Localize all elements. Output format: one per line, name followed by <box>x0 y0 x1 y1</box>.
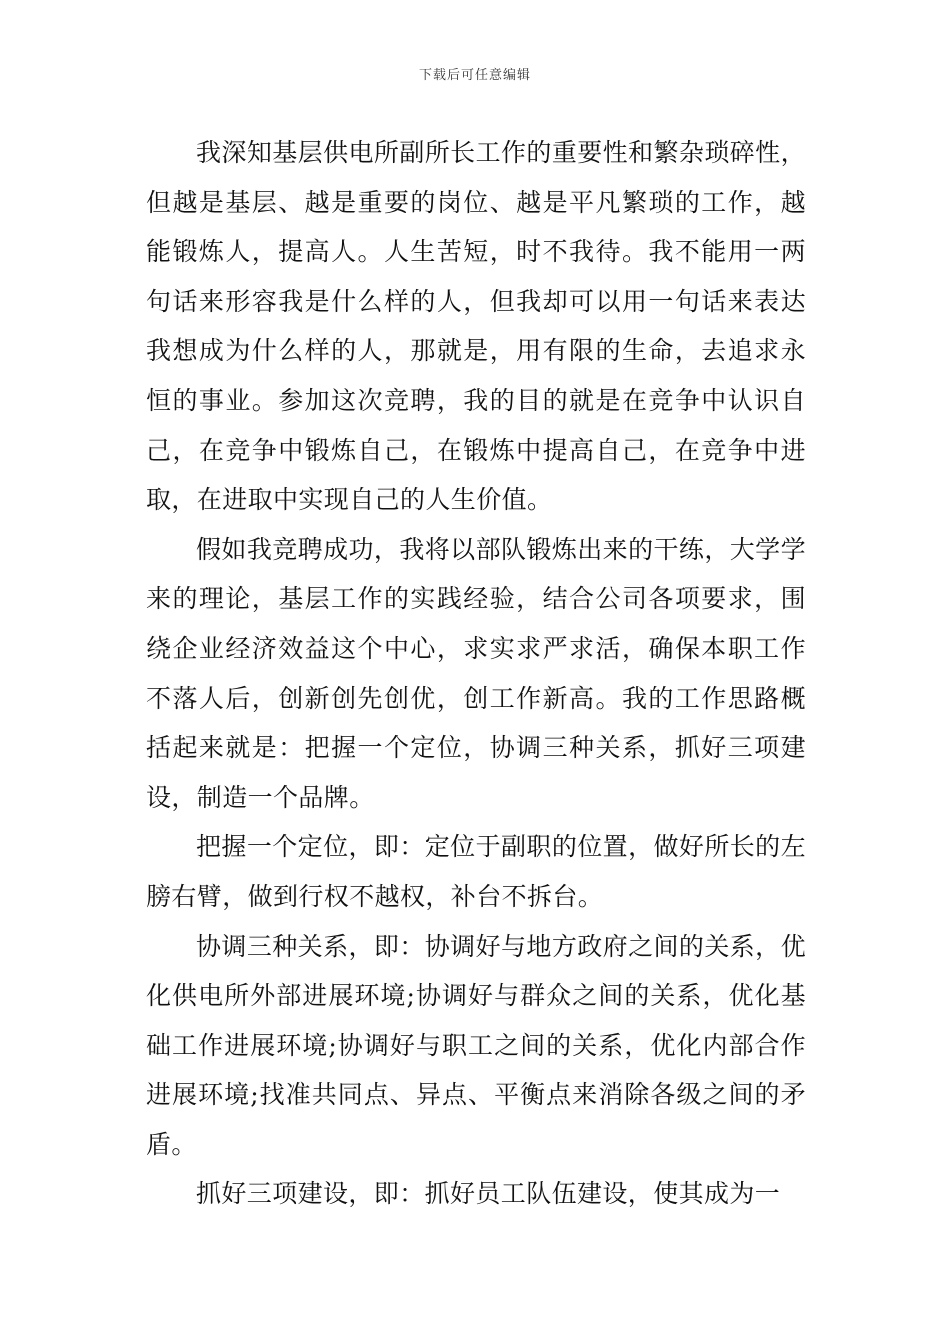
paragraph-5: 抓好三项建设，即：抓好员工队伍建设，使其成为一 <box>196 1179 781 1209</box>
paragraph-3: 把握一个定位，即：定位于副职的位置，做好所长的左膀右臂，做到行权不越权，补台不拆台。 <box>146 832 806 911</box>
paragraph-2: 假如我竞聘成功，我将以部队锻炼出来的干练，大学学来的理论，基层工作的实践经验，结合公司各项要求，围绕企业经济效益这个中心，求实求严求活，确保本职工作不落人后，创新创先创优，创工作新高。我的工作思路概括起来就是：把握一个定位，协调三种关系，抓好三项建设，制造一个品牌。 <box>146 534 806 812</box>
document-body <box>146 128 806 1219</box>
page-header: 下载后可任意编辑 <box>418 68 531 83</box>
paragraph-1: 我深知基层供电所副所长工作的重要性和繁杂琐碎性，但越是基层、越是重要的岗位、越是平凡繁琐的工作，越能锻炼人，提高人。人生苦短，时不我待。我不能用一两句话来形容我是什么样的人，但我却可以用一句话来表达我想成为什么样的人，那就是，用有限的生命，去追求永恒的事业。参加这次竞聘，我的目的就是在竞争中认识自己，在竞争中锻炼自己，在锻炼中提高自己，在竞争中进取，在进取中实现自己的人生价值。 <box>146 138 806 515</box>
paragraph-4: 协调三种关系，即：协调好与地方政府之间的关系，优化供电所外部进展环境;协调好与群众之间的关系，优化基础工作进展环境;协调好与职工之间的关系，优化内部合作进展环境;找准共同点、异点、平衡点来消除各级之间的矛盾。 <box>146 931 806 1159</box>
